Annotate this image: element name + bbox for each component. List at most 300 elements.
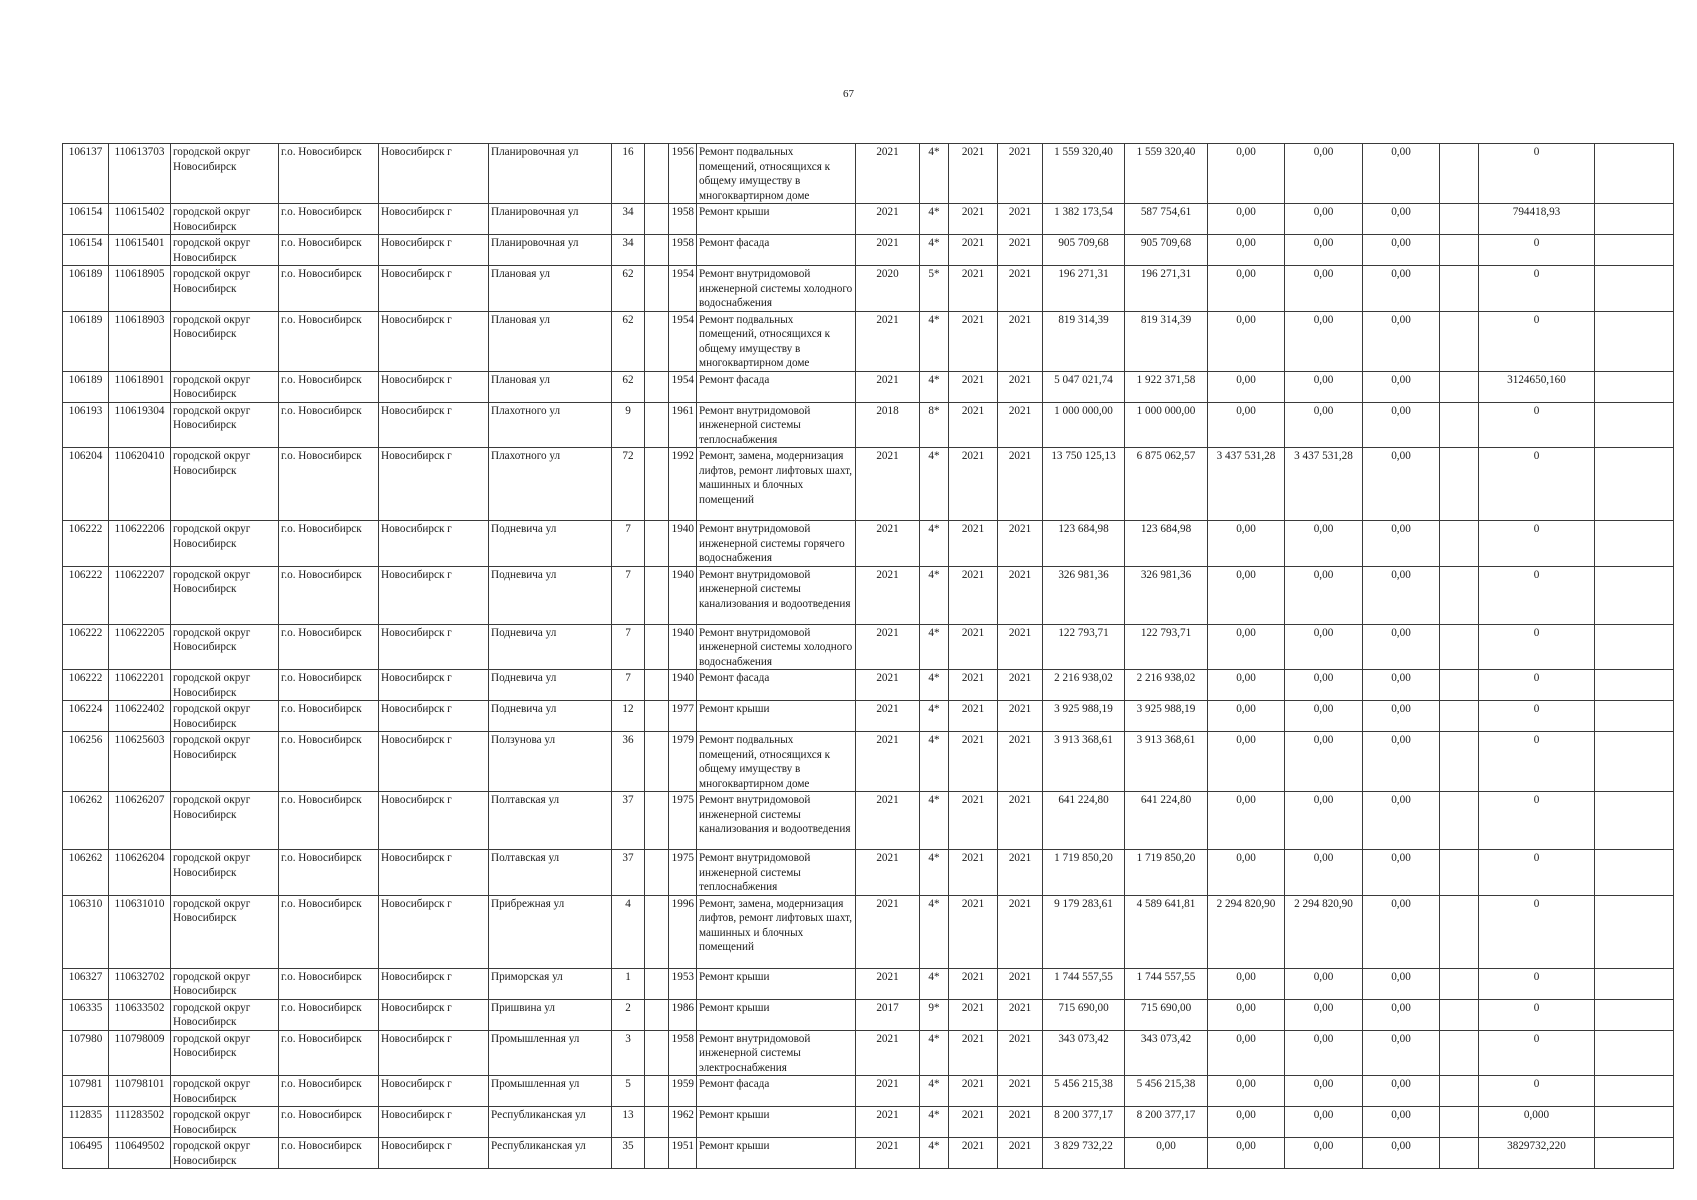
budget-region-cell: 2 294 820,90 bbox=[1208, 895, 1285, 968]
house-number-cell: 34 bbox=[612, 204, 645, 235]
budget-region-cell: 0,00 bbox=[1208, 1030, 1285, 1076]
building-number-cell bbox=[645, 266, 669, 312]
row-id-cell: 107981 bbox=[63, 1076, 109, 1107]
other-sources-cell: 0 bbox=[1479, 670, 1595, 701]
municipality-cell: г.о. Новосибирск bbox=[279, 850, 379, 896]
grade-cell: 4* bbox=[920, 1030, 949, 1076]
fund-amount-cell: 1 922 371,58 bbox=[1125, 371, 1208, 402]
owners-amount-cell: 0,00 bbox=[1363, 895, 1440, 968]
extra-column-cell bbox=[1440, 792, 1479, 850]
row-id-cell: 106222 bbox=[63, 521, 109, 567]
fund-amount-cell: 3 925 988,19 bbox=[1125, 701, 1208, 732]
district-cell: городской округ Новосибирск bbox=[171, 1030, 279, 1076]
house-number-cell: 34 bbox=[612, 235, 645, 266]
street-cell: Подневича ул bbox=[489, 701, 612, 732]
work-type-cell: Ремонт внутридомовой инженерной системы теплоснабжения bbox=[697, 850, 856, 896]
object-code-cell: 110622207 bbox=[109, 566, 171, 624]
district-cell: городской округ Новосибирск bbox=[171, 624, 279, 670]
object-code-cell: 110613703 bbox=[109, 144, 171, 204]
blank-column-cell bbox=[1595, 1030, 1674, 1076]
year-start-cell: 2021 bbox=[949, 144, 998, 204]
blank-column-cell bbox=[1595, 1138, 1674, 1169]
municipality-cell: г.о. Новосибирск bbox=[279, 402, 379, 448]
budget-region-cell: 0,00 bbox=[1208, 670, 1285, 701]
extra-column-cell bbox=[1440, 1138, 1479, 1169]
extra-column-cell bbox=[1440, 968, 1479, 999]
budget-region-cell: 0,00 bbox=[1208, 701, 1285, 732]
grade-cell: 4* bbox=[920, 1138, 949, 1169]
district-cell: городской округ Новосибирск bbox=[171, 792, 279, 850]
table-row bbox=[63, 235, 1674, 266]
budget-local-cell: 0,00 bbox=[1285, 968, 1363, 999]
year-end-cell: 2021 bbox=[998, 670, 1043, 701]
year-end-cell: 2021 bbox=[998, 448, 1043, 521]
budget-region-cell: 0,00 bbox=[1208, 1076, 1285, 1107]
year-built-cell: 1940 bbox=[669, 566, 697, 624]
house-number-cell: 13 bbox=[612, 1107, 645, 1138]
fund-amount-cell: 819 314,39 bbox=[1125, 311, 1208, 371]
object-code-cell: 110618905 bbox=[109, 266, 171, 312]
year-plan-cell: 2017 bbox=[856, 999, 920, 1030]
budget-local-cell: 0,00 bbox=[1285, 235, 1363, 266]
grade-cell: 4* bbox=[920, 968, 949, 999]
total-cost-cell: 1 719 850,20 bbox=[1043, 850, 1125, 896]
city-cell: Новосибирск г bbox=[379, 235, 489, 266]
house-number-cell: 16 bbox=[612, 144, 645, 204]
house-number-cell: 35 bbox=[612, 1138, 645, 1169]
grade-cell: 4* bbox=[920, 624, 949, 670]
row-id-cell: 106224 bbox=[63, 701, 109, 732]
owners-amount-cell: 0,00 bbox=[1363, 144, 1440, 204]
owners-amount-cell: 0,00 bbox=[1363, 1030, 1440, 1076]
budget-region-cell: 0,00 bbox=[1208, 204, 1285, 235]
year-start-cell: 2021 bbox=[949, 999, 998, 1030]
year-built-cell: 1954 bbox=[669, 371, 697, 402]
building-number-cell bbox=[645, 1030, 669, 1076]
other-sources-cell: 0 bbox=[1479, 521, 1595, 567]
district-cell: городской округ Новосибирск bbox=[171, 448, 279, 521]
row-id-cell: 106137 bbox=[63, 144, 109, 204]
owners-amount-cell: 0,00 bbox=[1363, 266, 1440, 312]
year-plan-cell: 2021 bbox=[856, 968, 920, 999]
municipality-cell: г.о. Новосибирск bbox=[279, 266, 379, 312]
year-end-cell: 2021 bbox=[998, 968, 1043, 999]
year-plan-cell: 2021 bbox=[856, 521, 920, 567]
year-built-cell: 1986 bbox=[669, 999, 697, 1030]
owners-amount-cell: 0,00 bbox=[1363, 999, 1440, 1030]
total-cost-cell: 123 684,98 bbox=[1043, 521, 1125, 567]
table-row bbox=[63, 1107, 1674, 1138]
street-cell: Республиканская ул bbox=[489, 1138, 612, 1169]
row-id-cell: 106193 bbox=[63, 402, 109, 448]
house-number-cell: 7 bbox=[612, 670, 645, 701]
work-type-cell: Ремонт подвальных помещений, относящихся к общему имуществу в многоквартирном доме bbox=[697, 144, 856, 204]
municipality-cell: г.о. Новосибирск bbox=[279, 566, 379, 624]
building-number-cell bbox=[645, 895, 669, 968]
extra-column-cell bbox=[1440, 895, 1479, 968]
year-start-cell: 2021 bbox=[949, 371, 998, 402]
row-id-cell: 106154 bbox=[63, 235, 109, 266]
street-cell: Плановая ул bbox=[489, 371, 612, 402]
blank-column-cell bbox=[1595, 521, 1674, 567]
city-cell: Новосибирск г bbox=[379, 670, 489, 701]
blank-column-cell bbox=[1595, 266, 1674, 312]
fund-amount-cell: 2 216 938,02 bbox=[1125, 670, 1208, 701]
grade-cell: 4* bbox=[920, 701, 949, 732]
year-built-cell: 1940 bbox=[669, 521, 697, 567]
budget-region-cell: 0,00 bbox=[1208, 235, 1285, 266]
extra-column-cell bbox=[1440, 1107, 1479, 1138]
year-start-cell: 2021 bbox=[949, 204, 998, 235]
total-cost-cell: 3 925 988,19 bbox=[1043, 701, 1125, 732]
budget-region-cell: 0,00 bbox=[1208, 311, 1285, 371]
district-cell: городской округ Новосибирск bbox=[171, 732, 279, 792]
row-id-cell: 106495 bbox=[63, 1138, 109, 1169]
fund-amount-cell: 1 000 000,00 bbox=[1125, 402, 1208, 448]
blank-column-cell bbox=[1595, 850, 1674, 896]
budget-region-cell: 0,00 bbox=[1208, 144, 1285, 204]
extra-column-cell bbox=[1440, 235, 1479, 266]
budget-local-cell: 0,00 bbox=[1285, 1107, 1363, 1138]
city-cell: Новосибирск г bbox=[379, 371, 489, 402]
budget-local-cell: 3 437 531,28 bbox=[1285, 448, 1363, 521]
year-end-cell: 2021 bbox=[998, 895, 1043, 968]
owners-amount-cell: 0,00 bbox=[1363, 204, 1440, 235]
city-cell: Новосибирск г bbox=[379, 999, 489, 1030]
work-type-cell: Ремонт внутридомовой инженерной системы холодного водоснабжения bbox=[697, 266, 856, 312]
year-plan-cell: 2020 bbox=[856, 266, 920, 312]
row-id-cell: 106335 bbox=[63, 999, 109, 1030]
total-cost-cell: 905 709,68 bbox=[1043, 235, 1125, 266]
other-sources-cell: 0,000 bbox=[1479, 1107, 1595, 1138]
house-number-cell: 5 bbox=[612, 1076, 645, 1107]
table-row bbox=[63, 521, 1674, 567]
object-code-cell: 110632702 bbox=[109, 968, 171, 999]
year-start-cell: 2021 bbox=[949, 566, 998, 624]
district-cell: городской округ Новосибирск bbox=[171, 311, 279, 371]
city-cell: Новосибирск г bbox=[379, 521, 489, 567]
total-cost-cell: 5 047 021,74 bbox=[1043, 371, 1125, 402]
city-cell: Новосибирск г bbox=[379, 968, 489, 999]
year-end-cell: 2021 bbox=[998, 144, 1043, 204]
year-start-cell: 2021 bbox=[949, 1138, 998, 1169]
blank-column-cell bbox=[1595, 402, 1674, 448]
total-cost-cell: 326 981,36 bbox=[1043, 566, 1125, 624]
budget-local-cell: 0,00 bbox=[1285, 144, 1363, 204]
budget-local-cell: 0,00 bbox=[1285, 402, 1363, 448]
year-plan-cell: 2021 bbox=[856, 732, 920, 792]
year-plan-cell: 2018 bbox=[856, 402, 920, 448]
street-cell: Ползунова ул bbox=[489, 732, 612, 792]
blank-column-cell bbox=[1595, 701, 1674, 732]
house-number-cell: 7 bbox=[612, 624, 645, 670]
fund-amount-cell: 196 271,31 bbox=[1125, 266, 1208, 312]
budget-local-cell: 0,00 bbox=[1285, 670, 1363, 701]
work-type-cell: Ремонт фасада bbox=[697, 235, 856, 266]
street-cell: Подневича ул bbox=[489, 670, 612, 701]
owners-amount-cell: 0,00 bbox=[1363, 1107, 1440, 1138]
building-number-cell bbox=[645, 402, 669, 448]
table-row bbox=[63, 1138, 1674, 1169]
year-start-cell: 2021 bbox=[949, 235, 998, 266]
extra-column-cell bbox=[1440, 204, 1479, 235]
year-plan-cell: 2021 bbox=[856, 850, 920, 896]
year-start-cell: 2021 bbox=[949, 732, 998, 792]
year-plan-cell: 2021 bbox=[856, 235, 920, 266]
blank-column-cell bbox=[1595, 204, 1674, 235]
budget-region-cell: 0,00 bbox=[1208, 968, 1285, 999]
year-start-cell: 2021 bbox=[949, 1030, 998, 1076]
fund-amount-cell: 4 589 641,81 bbox=[1125, 895, 1208, 968]
budget-region-cell: 3 437 531,28 bbox=[1208, 448, 1285, 521]
other-sources-cell: 0 bbox=[1479, 1076, 1595, 1107]
blank-column-cell bbox=[1595, 895, 1674, 968]
fund-amount-cell: 715 690,00 bbox=[1125, 999, 1208, 1030]
budget-local-cell: 0,00 bbox=[1285, 266, 1363, 312]
building-number-cell bbox=[645, 670, 669, 701]
other-sources-cell: 0 bbox=[1479, 235, 1595, 266]
budget-local-cell: 0,00 bbox=[1285, 732, 1363, 792]
object-code-cell: 110622205 bbox=[109, 624, 171, 670]
budget-local-cell: 0,00 bbox=[1285, 566, 1363, 624]
work-type-cell: Ремонт фасада bbox=[697, 1076, 856, 1107]
house-number-cell: 37 bbox=[612, 850, 645, 896]
object-code-cell: 110622206 bbox=[109, 521, 171, 567]
year-end-cell: 2021 bbox=[998, 850, 1043, 896]
fund-amount-cell: 122 793,71 bbox=[1125, 624, 1208, 670]
table-row bbox=[63, 1076, 1674, 1107]
owners-amount-cell: 0,00 bbox=[1363, 371, 1440, 402]
city-cell: Новосибирск г bbox=[379, 402, 489, 448]
district-cell: городской округ Новосибирск bbox=[171, 701, 279, 732]
year-built-cell: 1975 bbox=[669, 850, 697, 896]
owners-amount-cell: 0,00 bbox=[1363, 521, 1440, 567]
year-plan-cell: 2021 bbox=[856, 448, 920, 521]
year-end-cell: 2021 bbox=[998, 402, 1043, 448]
budget-region-cell: 0,00 bbox=[1208, 266, 1285, 312]
grade-cell: 5* bbox=[920, 266, 949, 312]
building-number-cell bbox=[645, 566, 669, 624]
work-type-cell: Ремонт, замена, модернизация лифтов, ремонт лифтовых шахт, машинных и блочных помещений bbox=[697, 448, 856, 521]
district-cell: городской округ Новосибирск bbox=[171, 521, 279, 567]
extra-column-cell bbox=[1440, 402, 1479, 448]
municipality-cell: г.о. Новосибирск bbox=[279, 1030, 379, 1076]
building-number-cell bbox=[645, 732, 669, 792]
other-sources-cell: 0 bbox=[1479, 311, 1595, 371]
row-id-cell: 106204 bbox=[63, 448, 109, 521]
table-row bbox=[63, 895, 1674, 968]
grade-cell: 8* bbox=[920, 402, 949, 448]
city-cell: Новосибирск г bbox=[379, 1107, 489, 1138]
municipality-cell: г.о. Новосибирск bbox=[279, 371, 379, 402]
year-end-cell: 2021 bbox=[998, 1030, 1043, 1076]
blank-column-cell bbox=[1595, 1107, 1674, 1138]
total-cost-cell: 1 559 320,40 bbox=[1043, 144, 1125, 204]
building-number-cell bbox=[645, 701, 669, 732]
district-cell: городской округ Новосибирск bbox=[171, 402, 279, 448]
budget-local-cell: 0,00 bbox=[1285, 521, 1363, 567]
street-cell: Приморская ул bbox=[489, 968, 612, 999]
budget-region-cell: 0,00 bbox=[1208, 732, 1285, 792]
blank-column-cell bbox=[1595, 999, 1674, 1030]
grade-cell: 4* bbox=[920, 1076, 949, 1107]
street-cell: Республиканская ул bbox=[489, 1107, 612, 1138]
other-sources-cell: 0 bbox=[1479, 732, 1595, 792]
blank-column-cell bbox=[1595, 792, 1674, 850]
other-sources-cell: 0 bbox=[1479, 402, 1595, 448]
work-type-cell: Ремонт крыши bbox=[697, 1138, 856, 1169]
fund-amount-cell: 5 456 215,38 bbox=[1125, 1076, 1208, 1107]
district-cell: городской округ Новосибирск bbox=[171, 850, 279, 896]
grade-cell: 4* bbox=[920, 566, 949, 624]
object-code-cell: 110626207 bbox=[109, 792, 171, 850]
fund-amount-cell: 1 744 557,55 bbox=[1125, 968, 1208, 999]
total-cost-cell: 1 382 173,54 bbox=[1043, 204, 1125, 235]
fund-amount-cell: 641 224,80 bbox=[1125, 792, 1208, 850]
row-id-cell: 106189 bbox=[63, 266, 109, 312]
other-sources-cell: 794418,93 bbox=[1479, 204, 1595, 235]
municipality-cell: г.о. Новосибирск bbox=[279, 448, 379, 521]
row-id-cell: 112835 bbox=[63, 1107, 109, 1138]
building-number-cell bbox=[645, 999, 669, 1030]
year-end-cell: 2021 bbox=[998, 999, 1043, 1030]
municipality-cell: г.о. Новосибирск bbox=[279, 732, 379, 792]
year-built-cell: 1958 bbox=[669, 1030, 697, 1076]
year-plan-cell: 2021 bbox=[856, 701, 920, 732]
year-end-cell: 2021 bbox=[998, 624, 1043, 670]
street-cell: Прибрежная ул bbox=[489, 895, 612, 968]
city-cell: Новосибирск г bbox=[379, 1138, 489, 1169]
object-code-cell: 110615402 bbox=[109, 204, 171, 235]
grade-cell: 4* bbox=[920, 235, 949, 266]
row-id-cell: 106256 bbox=[63, 732, 109, 792]
district-cell: городской округ Новосибирск bbox=[171, 235, 279, 266]
house-number-cell: 62 bbox=[612, 311, 645, 371]
work-type-cell: Ремонт внутридомовой инженерной системы канализования и водоотведения bbox=[697, 566, 856, 624]
object-code-cell: 110615401 bbox=[109, 235, 171, 266]
district-cell: городской округ Новосибирск bbox=[171, 566, 279, 624]
building-number-cell bbox=[645, 144, 669, 204]
municipality-cell: г.о. Новосибирск bbox=[279, 521, 379, 567]
work-type-cell: Ремонт крыши bbox=[697, 1107, 856, 1138]
table-row bbox=[63, 850, 1674, 896]
year-start-cell: 2021 bbox=[949, 968, 998, 999]
fund-amount-cell: 8 200 377,17 bbox=[1125, 1107, 1208, 1138]
year-start-cell: 2021 bbox=[949, 1107, 998, 1138]
budget-region-cell: 0,00 bbox=[1208, 624, 1285, 670]
extra-column-cell bbox=[1440, 566, 1479, 624]
year-plan-cell: 2021 bbox=[856, 792, 920, 850]
work-type-cell: Ремонт внутридомовой инженерной системы теплоснабжения bbox=[697, 402, 856, 448]
object-code-cell: 110631010 bbox=[109, 895, 171, 968]
building-number-cell bbox=[645, 235, 669, 266]
house-number-cell: 72 bbox=[612, 448, 645, 521]
municipality-cell: г.о. Новосибирск bbox=[279, 895, 379, 968]
house-number-cell: 7 bbox=[612, 566, 645, 624]
total-cost-cell: 122 793,71 bbox=[1043, 624, 1125, 670]
year-end-cell: 2021 bbox=[998, 266, 1043, 312]
year-end-cell: 2021 bbox=[998, 371, 1043, 402]
year-start-cell: 2021 bbox=[949, 670, 998, 701]
total-cost-cell: 2 216 938,02 bbox=[1043, 670, 1125, 701]
other-sources-cell: 0 bbox=[1479, 850, 1595, 896]
year-built-cell: 1951 bbox=[669, 1138, 697, 1169]
row-id-cell: 106222 bbox=[63, 670, 109, 701]
table-row bbox=[63, 1030, 1674, 1076]
blank-column-cell bbox=[1595, 566, 1674, 624]
budget-region-cell: 0,00 bbox=[1208, 371, 1285, 402]
year-built-cell: 1956 bbox=[669, 144, 697, 204]
extra-column-cell bbox=[1440, 448, 1479, 521]
fund-amount-cell: 3 913 368,61 bbox=[1125, 732, 1208, 792]
budget-local-cell: 0,00 bbox=[1285, 1076, 1363, 1107]
street-cell: Подневича ул bbox=[489, 624, 612, 670]
other-sources-cell: 3124650,160 bbox=[1479, 371, 1595, 402]
municipality-cell: г.о. Новосибирск bbox=[279, 1076, 379, 1107]
budget-local-cell: 0,00 bbox=[1285, 1030, 1363, 1076]
extra-column-cell bbox=[1440, 371, 1479, 402]
owners-amount-cell: 0,00 bbox=[1363, 1138, 1440, 1169]
total-cost-cell: 5 456 215,38 bbox=[1043, 1076, 1125, 1107]
owners-amount-cell: 0,00 bbox=[1363, 624, 1440, 670]
grade-cell: 4* bbox=[920, 732, 949, 792]
house-number-cell: 1 bbox=[612, 968, 645, 999]
other-sources-cell: 0 bbox=[1479, 566, 1595, 624]
object-code-cell: 111283502 bbox=[109, 1107, 171, 1138]
fund-amount-cell: 905 709,68 bbox=[1125, 235, 1208, 266]
extra-column-cell bbox=[1440, 999, 1479, 1030]
street-cell: Планировочная ул bbox=[489, 204, 612, 235]
year-built-cell: 1959 bbox=[669, 1076, 697, 1107]
year-start-cell: 2021 bbox=[949, 1076, 998, 1107]
other-sources-cell: 0 bbox=[1479, 701, 1595, 732]
year-start-cell: 2021 bbox=[949, 792, 998, 850]
city-cell: Новосибирск г bbox=[379, 1030, 489, 1076]
budget-region-cell: 0,00 bbox=[1208, 521, 1285, 567]
other-sources-cell: 3829732,220 bbox=[1479, 1138, 1595, 1169]
object-code-cell: 110619304 bbox=[109, 402, 171, 448]
extra-column-cell bbox=[1440, 624, 1479, 670]
street-cell: Планировочная ул bbox=[489, 144, 612, 204]
budget-region-cell: 0,00 bbox=[1208, 999, 1285, 1030]
grade-cell: 4* bbox=[920, 521, 949, 567]
house-number-cell: 7 bbox=[612, 521, 645, 567]
table-body bbox=[63, 144, 1674, 1169]
extra-column-cell bbox=[1440, 670, 1479, 701]
table-row bbox=[63, 701, 1674, 732]
work-type-cell: Ремонт крыши bbox=[697, 999, 856, 1030]
fund-amount-cell: 343 073,42 bbox=[1125, 1030, 1208, 1076]
building-number-cell bbox=[645, 448, 669, 521]
budget-local-cell: 0,00 bbox=[1285, 792, 1363, 850]
year-plan-cell: 2021 bbox=[856, 371, 920, 402]
fund-amount-cell: 326 981,36 bbox=[1125, 566, 1208, 624]
owners-amount-cell: 0,00 bbox=[1363, 402, 1440, 448]
house-number-cell: 12 bbox=[612, 701, 645, 732]
blank-column-cell bbox=[1595, 1076, 1674, 1107]
object-code-cell: 110620410 bbox=[109, 448, 171, 521]
row-id-cell: 106222 bbox=[63, 566, 109, 624]
budget-local-cell: 0,00 bbox=[1285, 624, 1363, 670]
city-cell: Новосибирск г bbox=[379, 1076, 489, 1107]
year-end-cell: 2021 bbox=[998, 792, 1043, 850]
owners-amount-cell: 0,00 bbox=[1363, 792, 1440, 850]
table-row bbox=[63, 311, 1674, 371]
city-cell: Новосибирск г bbox=[379, 701, 489, 732]
year-start-cell: 2021 bbox=[949, 521, 998, 567]
extra-column-cell bbox=[1440, 701, 1479, 732]
object-code-cell: 110649502 bbox=[109, 1138, 171, 1169]
